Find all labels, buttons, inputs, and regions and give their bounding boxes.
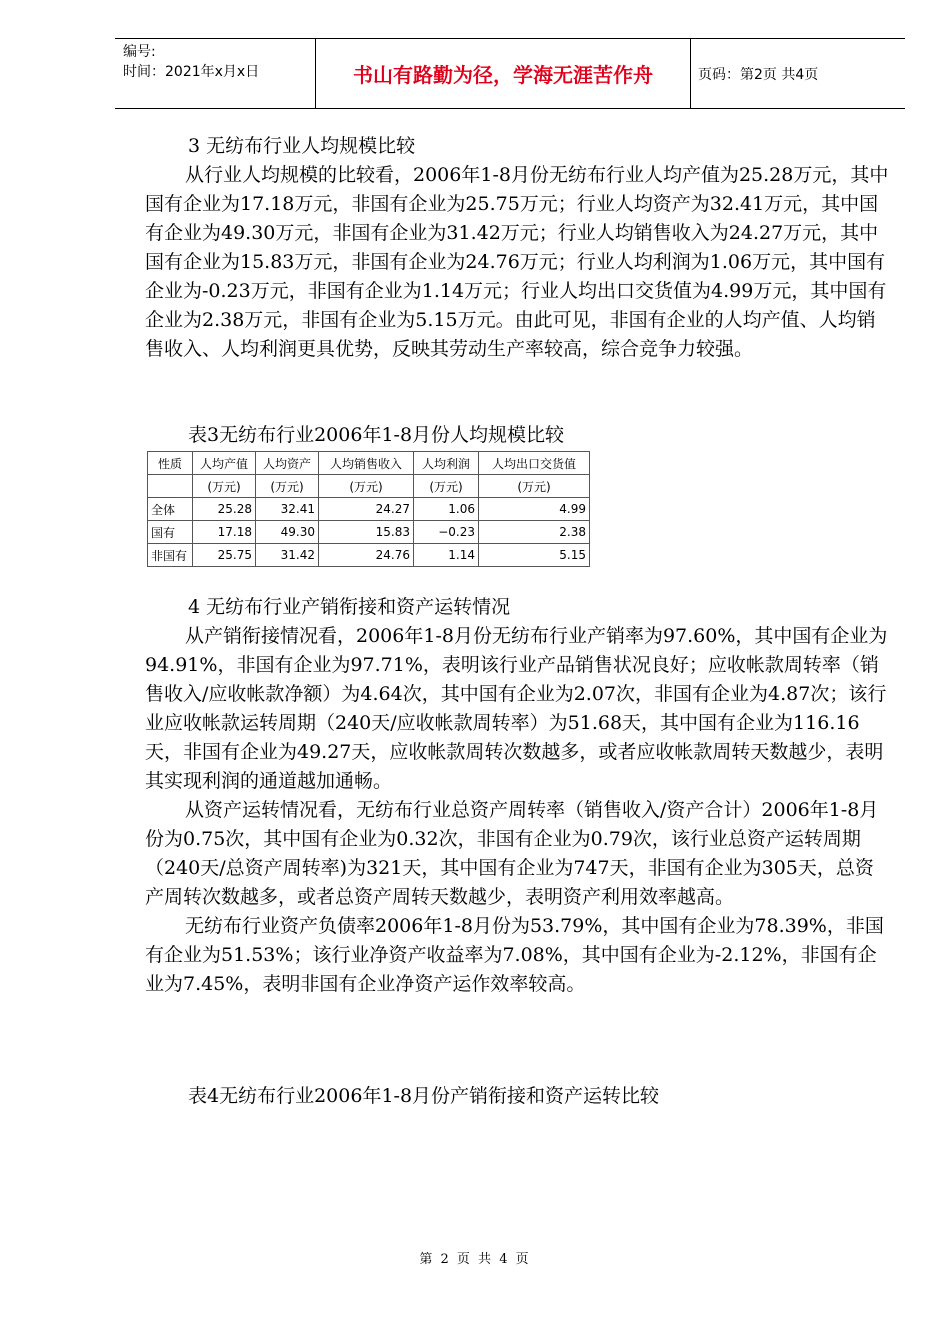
- table-cell: 24.27: [319, 498, 414, 521]
- table-row: [148, 521, 590, 544]
- table-header-cell: 人均资产: [256, 452, 319, 475]
- table-cell: −0.23: [414, 521, 479, 544]
- table-unit-cell: [148, 475, 193, 498]
- table-cell: 31.42: [256, 544, 319, 567]
- table-cell: 1.14: [414, 544, 479, 567]
- table-cell: 24.76: [319, 544, 414, 567]
- table-row: [148, 544, 590, 567]
- table-cell: 49.30: [256, 521, 319, 544]
- table-4-title: 表4无纺布行业2006年1-8月份产销衔接和资产运转比较: [188, 1085, 660, 1107]
- section-3-paragraph: 从行业人均规模的比较看，2006年1-8月份无纺布行业人均产值为25.28万元，其中国有企业为17.18万元，非国有企业为25.75万元；行业人均资产为32.41万元，其中国有企业为49.30万元，非国有企业为31.42万元；行业人均销售收入为24.27万元，其中国有企业为15.83万元，非国有企业为24.76万元；行业人均利润为1.06万元，其中国有企业为-0.23万元，非国有企业为1.14万元；行业人均出口交货值为4.99万元，其中国有企业为2.38万元，非国有企业为5.15万元。由此可见，非国有企业的人均产值、人均销售收入、人均利润更具优势，反映其劳动生产率较高，综合竞争力较强。: [145, 164, 889, 360]
- table-cell: 2.38: [479, 521, 590, 544]
- table-unit-cell: (万元): [319, 475, 414, 498]
- table-cell: 32.41: [256, 498, 319, 521]
- table-cell: 5.15: [479, 544, 590, 567]
- table-cell: 15.83: [319, 521, 414, 544]
- section-4-heading: 4 无纺布行业产销衔接和资产运转情况: [188, 596, 511, 618]
- table-header-cell: 人均利润: [414, 452, 479, 475]
- section-4-paragraph-3: 无纺布行业资产负债率2006年1-8月份为53.79%，其中国有企业为78.39%，非国有企业为51.53%；该行业净资产收益率为7.08%，其中国有企业为-2.12%，非国有企业为7.45%，表明非国有企业净资产运作效率较高。: [145, 915, 884, 995]
- header-page-number: 页码：第2页 共4页: [698, 66, 819, 83]
- section-4-paragraph-2: 从资产运转情况看，无纺布行业总资产周转率（销售收入/资产合计）2006年1-8月份为0.75次，其中国有企业为0.32次，非国有企业为0.79次，该行业总资产运转周期（240天/总资产周转率)为321天，其中国有企业为747天，非国有企业为305天，总资产周转次数越多，或者总资产周转天数越少，表明资产利用效率越高。: [145, 799, 879, 908]
- table-cell: 4.99: [479, 498, 590, 521]
- table-cell: 非国有: [148, 544, 193, 567]
- table-units-row: [148, 475, 590, 498]
- table-cell: 1.06: [414, 498, 479, 521]
- page-header: [115, 38, 905, 109]
- header-motto: 书山有路勤为径，学海无涯苦作舟: [315, 39, 691, 108]
- table-cell: 全体: [148, 498, 193, 521]
- section-3-heading: 3 无纺布行业人均规模比较: [188, 135, 416, 157]
- header-meta: [115, 39, 315, 108]
- section-4-body: [145, 622, 890, 999]
- document-number-label: 编号:: [123, 44, 156, 60]
- table-3: [147, 451, 590, 567]
- section-4-paragraph-1: 从产销衔接情况看，2006年1-8月份无纺布行业产销率为97.60%，其中国有企业为94.91%，非国有企业为97.71%，表明该行业产品销售状况良好；应收帐款周转率（销售收入/应收帐款净额）为4.64次，其中国有企业为2.07次，非国有企业为4.87次；该行业应收帐款运转周期（240天/应收帐款周转率）为51.68天，其中国有企业为116.16天，非国有企业为49.27天，应收帐款周转次数越多，或者应收帐款周转天数越少，表明其实现利润的通道越加通畅。: [145, 625, 888, 792]
- section-3-body: [145, 161, 890, 364]
- table-header-row: [148, 452, 590, 475]
- table-3-title: 表3无纺布行业2006年1-8月份人均规模比较: [188, 424, 565, 446]
- table-cell: 国有: [148, 521, 193, 544]
- table-header-cell: 人均出口交货值: [479, 452, 590, 475]
- page-footer: 第 2 页 共 4 页: [419, 1252, 531, 1267]
- table-cell: 25.28: [193, 498, 256, 521]
- table-unit-cell: (万元): [256, 475, 319, 498]
- table-row: [148, 498, 590, 521]
- table-header-cell: 性质: [148, 452, 193, 475]
- table-cell: 17.18: [193, 521, 256, 544]
- table-cell: 25.75: [193, 544, 256, 567]
- table-unit-cell: (万元): [414, 475, 479, 498]
- table-unit-cell: (万元): [479, 475, 590, 498]
- table-unit-cell: (万元): [193, 475, 256, 498]
- document-time-label: 时间：2021年x月x日: [123, 64, 260, 80]
- table-header-cell: 人均销售收入: [319, 452, 414, 475]
- table-header-cell: 人均产值: [193, 452, 256, 475]
